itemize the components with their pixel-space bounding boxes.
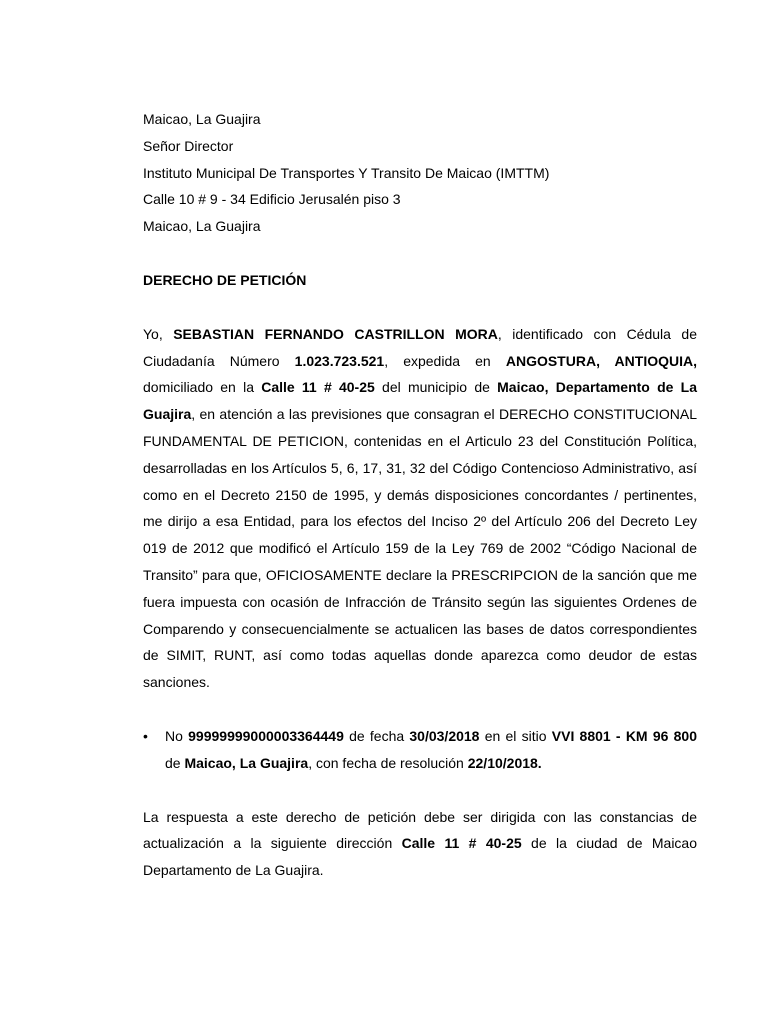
body-text-6: , en atención a las previsiones que consagran el DERECHO CONSTITUCIONAL FUNDAMENTAL DE PETICION, contenidas en el Articulo 23 del Constitución Política, desarrolladas en los Artículos 5, 6, 17, 31, 32 del Código Contencioso Administrativo, así como en el Decreto 2150 de 1995, y demás disposiciones concordantes / pertinentes, me dirijo a esa Entidad, para los efectos del Inciso 2º del Artículo 206 del Decreto Ley 019 de 2012 que modificó el Artículo 159 de la Ley 769 de 2002 “Código Nacional de Transito” para que, OFICIOSAMENTE declare la PRESCRIPCION de la sanción que me fuera impuesta con ocasión de Infracción de Tránsito según las siguientes Ordenes de Comparendo y consecuencialmente se actualicen las bases de datos correspondientes de SIMIT, RUNT, así como todas aquellas donde aparezca como deudor de estas sanciones. [143, 406, 697, 691]
petitioner-name: SEBASTIAN FERNANDO CASTRILLON MORA [173, 325, 498, 342]
recipient-block [143, 106, 697, 240]
list-item [143, 723, 697, 777]
citation-date: 30/03/2018 [409, 727, 480, 744]
body-text-4: domiciliado en la [143, 379, 262, 396]
issued-in: ANGOSTURA, ANTIOQUIA, [505, 352, 697, 369]
body-text-1: Yo, [143, 325, 174, 342]
bullet-text-3: en el sitio [479, 727, 552, 744]
resolution-date: 22/10/2018. [467, 754, 542, 771]
header-salutation-line: Señor Director [143, 137, 234, 154]
bullet-text-1: No [165, 727, 189, 744]
body-text-2: , identificado con Cédula de Ciudadanía Número [143, 325, 697, 369]
body-text-5: del municipio de [374, 379, 498, 396]
petitioner-municipality: Maicao, Departamento de La Guajira [143, 379, 698, 423]
petitioner-address: Calle 11 # 40-25 [261, 379, 375, 396]
bullet-text-5: , con fecha de resolución [308, 754, 468, 771]
body-paragraph [143, 321, 697, 696]
header-city-line: Maicao, La Guajira [143, 111, 261, 127]
document-page [143, 106, 697, 884]
id-number: 1.023.723.521 [294, 352, 385, 369]
citation-site: VVI 8801 - KM 96 800 [551, 727, 697, 744]
closing-paragraph [143, 804, 697, 884]
citation-number: 99999999000003364449 [188, 727, 344, 744]
body-text-3: , expedida en [384, 352, 506, 369]
bullet-text-4: de [165, 754, 185, 771]
bullet-icon: • [143, 727, 148, 744]
closing-text-1: La respuesta a este derecho de petición debe ser dirigida con las constancias de actualización a la siguiente dirección [143, 808, 697, 852]
bullet-text-2: de fecha [343, 727, 410, 744]
header-address-line: Calle 10 # 9 - 34 Edificio Jerusalén piso 3 [143, 191, 401, 208]
closing-text-2: de la ciudad de Maicao Departamento de La Guajira. [143, 835, 697, 879]
header-institution-line: Instituto Municipal De Transportes Y Transito De Maicao (IMTTM) [143, 164, 550, 181]
header-city-line-2: Maicao, La Guajira [143, 218, 261, 235]
citation-place: Maicao, La Guajira [184, 754, 309, 771]
reply-address: Calle 11 # 40-25 [401, 835, 522, 852]
citation-list [143, 723, 697, 777]
document-title: DERECHO DE PETICIÓN [143, 271, 307, 288]
